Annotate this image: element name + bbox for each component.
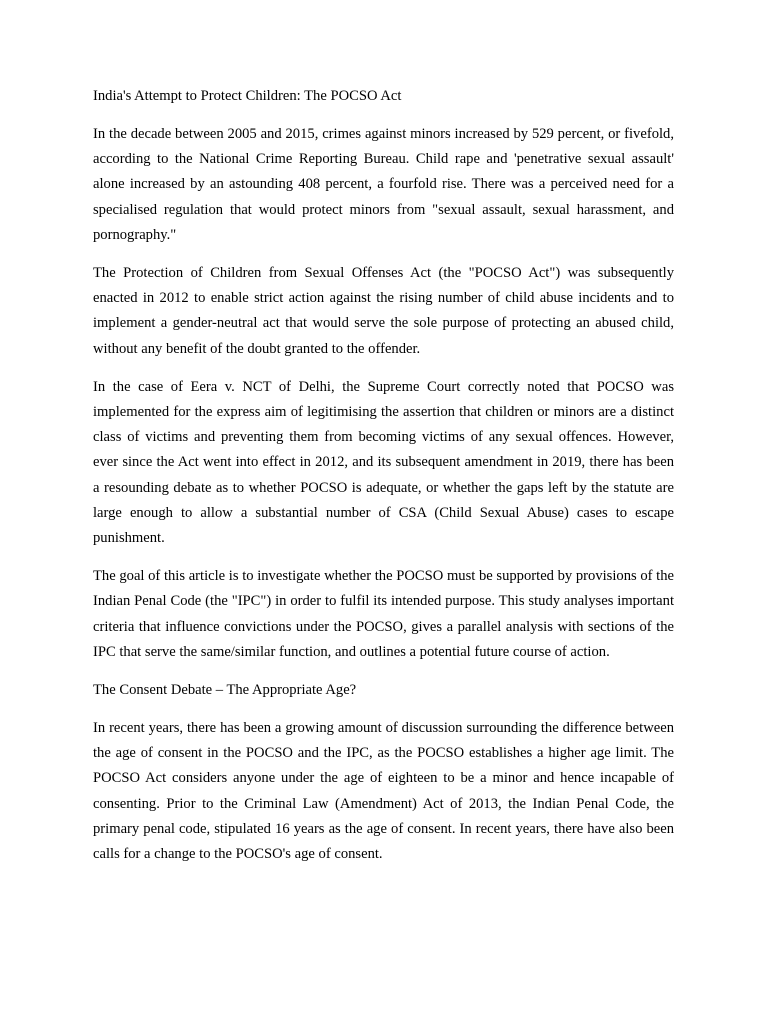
paragraph-eera-case: In the case of Eera v. NCT of Delhi, the Supreme Court correctly noted that POCSO was implemented for the express aim of legitimising the assertion that children or minors are a distinct class of victims and preventing them from becoming victims of any sexual offences. However, ever since the Act went into effect in 2012, and its subsequent amendment in 2019, there has been a resounding debate as to whether POCSO is adequate, or whether the gaps left by the statute are large enough to allow a substantial number of CSA (Child Sexual Abuse) cases to escape punishment. xyxy=(93,378,674,547)
document-title: India's Attempt to Protect Children: The POCSO Act xyxy=(93,88,402,104)
paragraph-pocso-enactment: The Protection of Children from Sexual Offenses Act (the "POCSO Act") was subsequently enacted in 2012 to enable strict action against the rising number of child abuse incidents and to implement a gender-neutral act that would serve the sole purpose of protecting an abused child, without any benefit of the doubt granted to the offender. xyxy=(93,265,674,357)
paragraph-crime-statistics: In the decade between 2005 and 2015, crimes against minors increased by 529 percent, or fivefold, according to the National Crime Reporting Bureau. Child rape and 'penetrative sexual assault' alone increased by an astounding 408 percent, a fourfold rise. There was a perceived need for a specialised regulation that would protect minors from "sexual assault, sexual harassment, and pornography." xyxy=(93,126,674,243)
document-page xyxy=(93,84,674,880)
paragraph-article-goal: The goal of this article is to investigate whether the POCSO must be supported by provisions of the Indian Penal Code (the "IPC") in order to fulfil its intended purpose. This study analyses important criteria that influence convictions under the POCSO, gives a parallel analysis with sections of the IPC that serve the same/similar function, and outlines a potential future course of action. xyxy=(93,568,674,660)
paragraph-consent-debate: In recent years, there has been a growing amount of discussion surrounding the difference between the age of consent in the POCSO and the IPC, as the POCSO establishes a higher age limit. The POCSO Act considers anyone under the age of eighteen to be a minor and hence incapable of consenting. Prior to the Criminal Law (Amendment) Act of 2013, the Indian Penal Code, the primary penal code, stipulated 16 years as the age of consent. In recent years, there have also been calls for a change to the POCSO's age of consent. xyxy=(93,720,674,863)
section-heading: The Consent Debate – The Appropriate Age? xyxy=(93,682,357,699)
